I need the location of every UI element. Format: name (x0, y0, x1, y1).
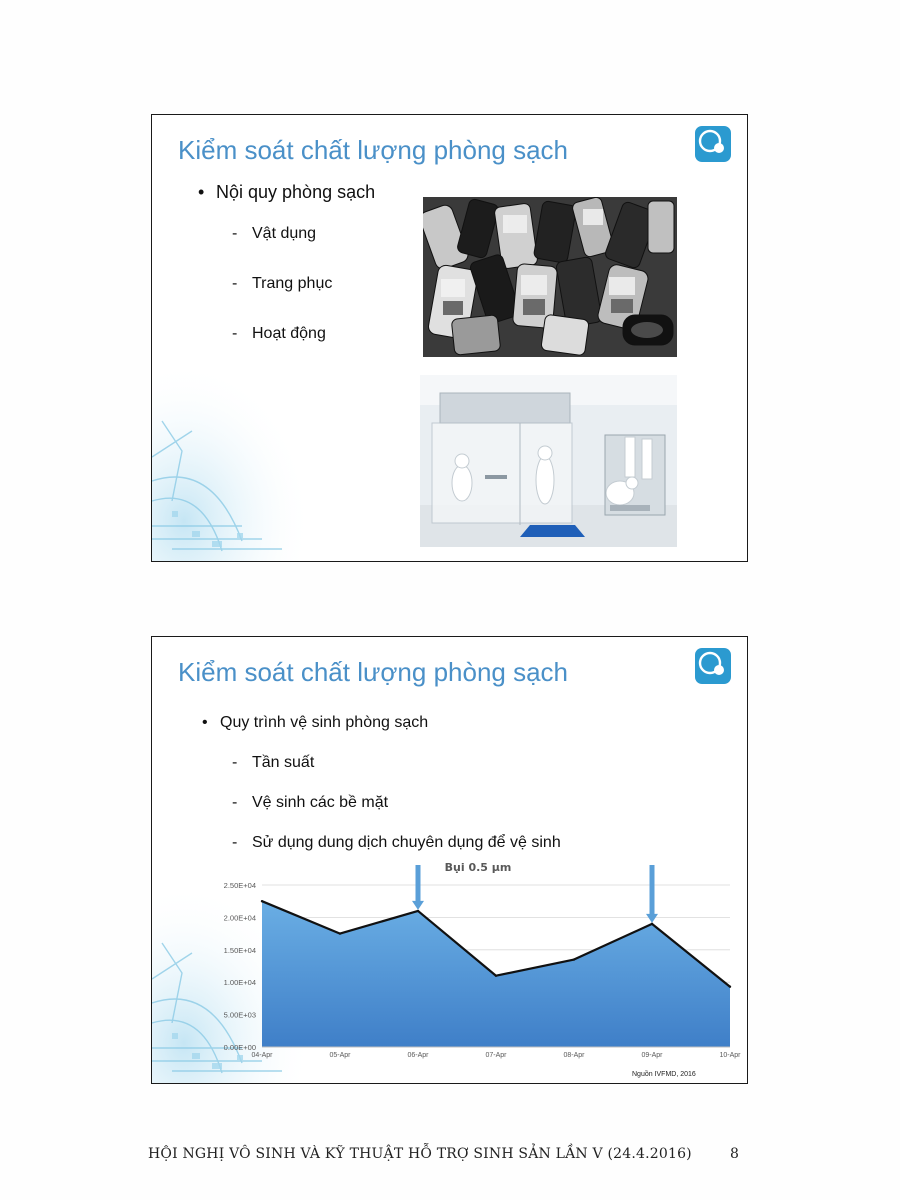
footer-text: HỘI NGHỊ VÔ SINH VÀ KỸ THUẬT HỖ TRỢ SINH SẢN LẦN V (24.4.2016) (148, 1146, 692, 1162)
data-point (417, 910, 419, 912)
x-tick-label: 06-Apr (407, 1052, 429, 1059)
slide-2 (151, 636, 748, 1084)
data-point (573, 958, 575, 960)
data-point (261, 900, 263, 902)
sub-item-text: Hoạt động (252, 325, 326, 342)
sub-item: - Trang phục (232, 275, 333, 292)
data-point (339, 932, 341, 934)
slide-title: Kiểm soát chất lượng phòng sạch (178, 135, 569, 165)
data-point (495, 975, 497, 977)
dust-chart (192, 857, 748, 1083)
bullet-item (198, 182, 375, 203)
down-arrow-icon (646, 865, 658, 923)
sub-item: - Tần suất (232, 754, 315, 771)
y-tick-label: 2.00E+04 (223, 913, 256, 923)
x-tick-label: 04-Apr (251, 1052, 273, 1059)
y-tick-label: 0.00E+00 (223, 1043, 256, 1052)
bullet-dot-icon: • (198, 182, 205, 202)
data-point (729, 986, 731, 988)
y-tick-label: 1.00E+04 (223, 978, 256, 988)
cleanroom-photo (420, 375, 677, 547)
y-tick-label: 5.00E+03 (223, 1010, 256, 1020)
circuit-decoration (152, 361, 312, 561)
ivfmd-logo-icon (695, 648, 731, 684)
data-point (651, 923, 653, 925)
bullet-item (202, 714, 428, 732)
x-tick-label: 10-Apr (719, 1052, 741, 1059)
bullet-dot-icon: • (202, 714, 208, 731)
x-tick-label: 05-Apr (329, 1052, 351, 1059)
bullet-text: Nội quy phòng sạch (216, 182, 376, 202)
page-number: 8 (730, 1146, 739, 1162)
slide-title: Kiểm soát chất lượng phòng sạch (178, 657, 569, 687)
down-arrow-icon (412, 865, 424, 910)
sub-item-text: Trang phục (252, 275, 333, 292)
sub-item-text: Tần suất (252, 754, 315, 771)
series-area (262, 901, 730, 1047)
phones-photo (423, 197, 677, 357)
sub-item: - Sử dụng dung dịch chuyên dụng để vệ sinh (232, 834, 561, 851)
sub-item: - Hoạt động (232, 325, 326, 342)
x-tick-label: 08-Apr (563, 1052, 585, 1059)
sub-item: - Vật dụng (232, 225, 317, 242)
x-tick-label: 09-Apr (641, 1052, 663, 1059)
sub-item-text: Vật dụng (252, 225, 317, 242)
y-tick-label: 2.50E+04 (223, 881, 256, 890)
bullet-text: Quy trình vệ sinh phòng sạch (220, 714, 429, 731)
chart-source: Nguồn IVFMD, 2016 (632, 1071, 696, 1078)
x-tick-label: 07-Apr (485, 1052, 507, 1059)
sub-item-text: Sử dụng dung dịch chuyên dụng để vệ sinh (252, 834, 561, 851)
sub-item: - Vệ sinh các bề mặt (232, 794, 389, 811)
chart-title: Bụi 0.5 µm (444, 861, 512, 874)
sub-item-text: Vệ sinh các bề mặt (252, 794, 389, 811)
y-tick-label: 1.50E+04 (223, 945, 256, 955)
slide-1 (151, 114, 748, 562)
ivfmd-logo-icon (695, 126, 731, 162)
